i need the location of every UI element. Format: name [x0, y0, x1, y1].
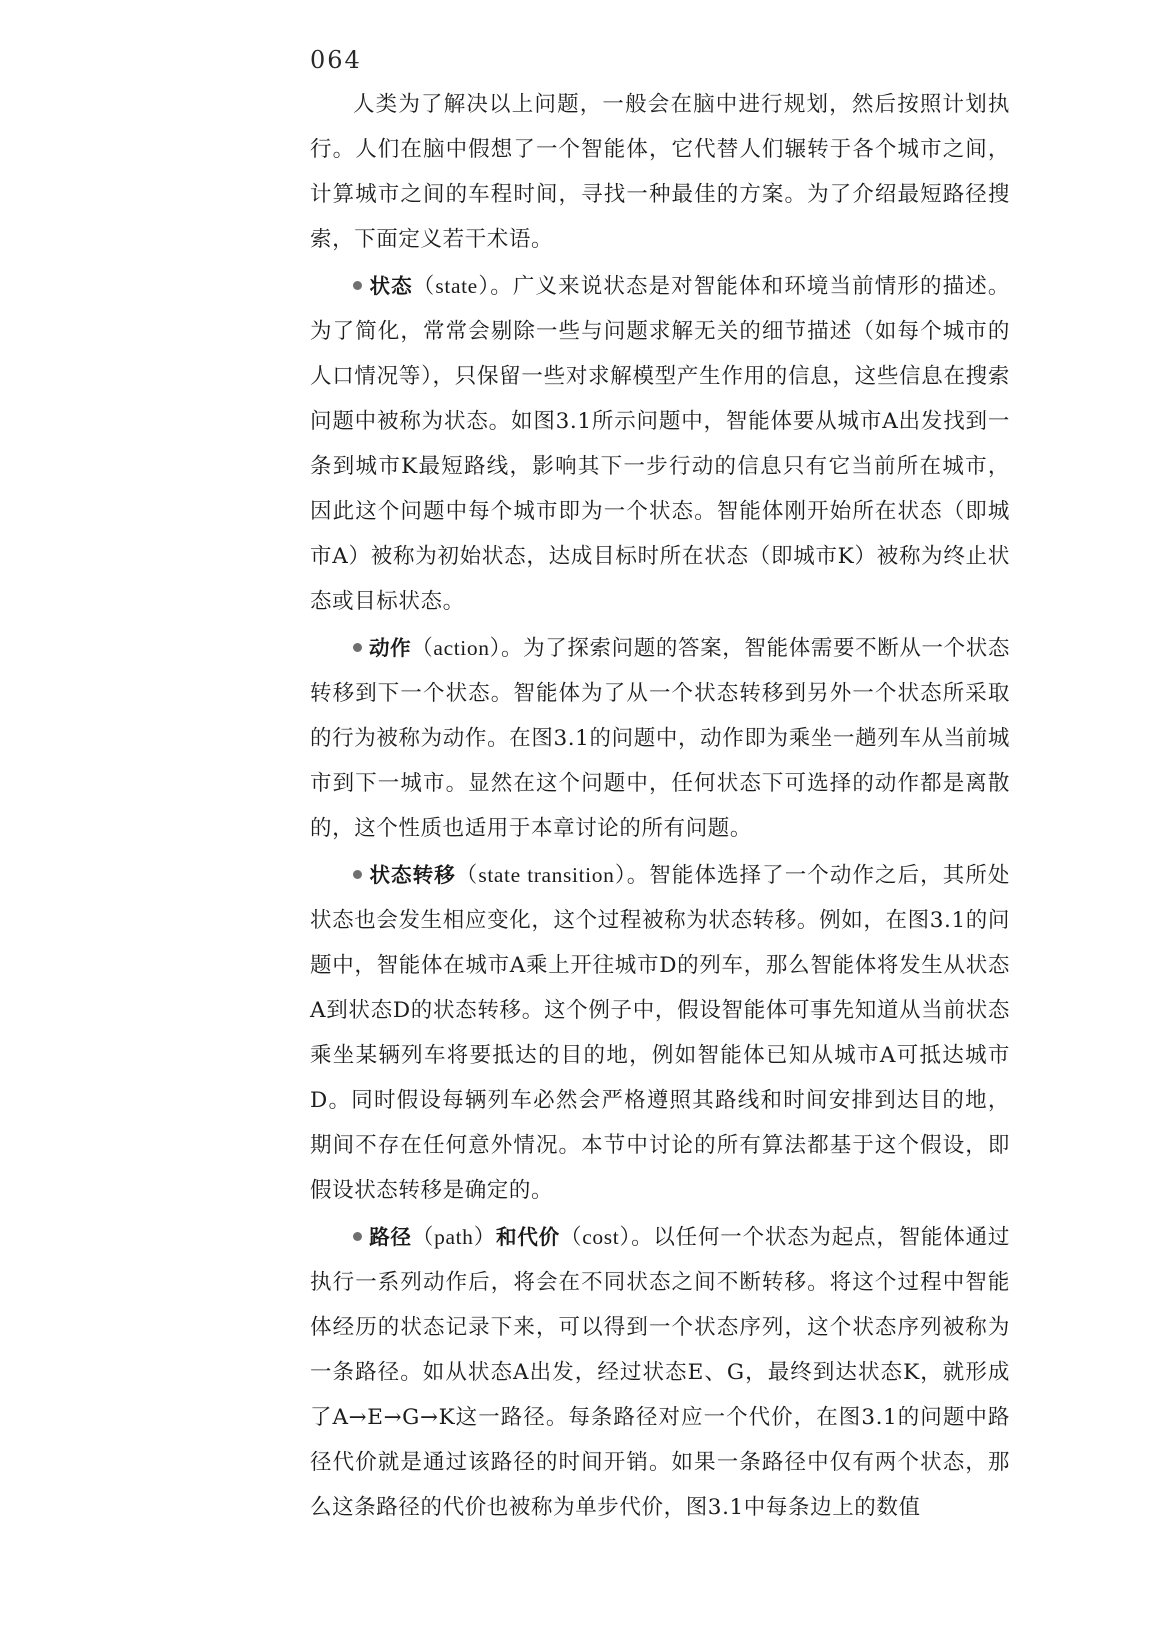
term-description: 。以任何一个状态为起点，智能体通过执行一系列动作后，将会在不同状态之间不断转移。将这个过程中智能体经历的状态记录下来，可以得到一个状态序列，这个状态序列被称为一条路径。如从状态A出发，经过状态E、G，最终到达状态K，就形成了A→E→G→K这一路径。每条路径对应一个代价，在图3.1的问题中路径代价就是通过该路径的时间开销。如果一条路径中仅有两个状态，那么这条路径的代价也被称为单步代价，图3.1中每条边上的数值 — [310, 1225, 1011, 1520]
term-label-second: 和代价 — [496, 1225, 560, 1249]
term-english: （state） — [412, 274, 491, 298]
term-english: （path） — [411, 1225, 497, 1249]
page-number: 064 — [310, 46, 362, 74]
term-state-transition-paragraph — [310, 853, 1010, 1213]
term-english: （action） — [411, 636, 501, 660]
term-description: 。为了探索问题的答案，智能体需要不断从一个状态转移到下一个状态。智能体为了从一个状态转移到另外一个状态所采取的行为被称为动作。在图3.1的问题中，动作即为乘坐一趟列车从当前城市到下一城市。显然在这个问题中，任何状态下可选择的动作都是离散的，这个性质也适用于本章讨论的所有问题。 — [310, 636, 1010, 841]
term-english-second: （cost） — [559, 1225, 632, 1249]
term-action-paragraph — [310, 626, 1010, 851]
bullet-icon — [353, 643, 362, 652]
term-label: 状态转移 — [369, 863, 456, 887]
term-english: （state transition） — [455, 863, 627, 887]
bullet-icon — [353, 281, 362, 290]
body-text — [310, 82, 1010, 1532]
bullet-icon — [353, 870, 362, 879]
term-description: 。广义来说状态是对智能体和环境当前情形的描述。为了简化，常常会剔除一些与问题求解无关的细节描述（如每个城市的人口情况等），只保留一些对求解模型产生作用的信息，这些信息在搜索问题中被称为状态。如图3.1所示问题中，智能体要从城市A出发找到一条到城市K最短路线，影响其下一步行动的信息只有它当前所在城市，因此这个问题中每个城市即为一个状态。智能体刚开始所在状态（即城市A）被称为初始状态，达成目标时所在状态（即城市K）被称为终止状态或目标状态。 — [310, 274, 1010, 614]
bullet-icon — [353, 1232, 362, 1241]
term-label: 路径 — [369, 1225, 412, 1249]
intro-paragraph: 人类为了解决以上问题，一般会在脑中进行规划，然后按照计划执行。人们在脑中假想了一个智能体，它代替人们辗转于各个城市之间，计算城市之间的车程时间，寻找一种最佳的方案。为了介绍最短路径搜索，下面定义若干术语。 — [310, 92, 1010, 252]
term-label: 动作 — [369, 636, 412, 660]
term-label: 状态 — [369, 274, 413, 298]
term-path-cost-paragraph — [310, 1215, 1010, 1530]
term-description: 。智能体选择了一个动作之后，其所处状态也会发生相应变化，这个过程被称为状态转移。例如，在图3.1的问题中，智能体在城市A乘上开往城市D的列车，那么智能体将发生从状态A到状态D的状态转移。这个例子中，假设智能体可事先知道从当前状态乘坐某辆列车将要抵达的目的地，例如智能体已知从城市A可抵达城市D。同时假设每辆列车必然会严格遵照其路线和时间安排到达目的地，期间不存在任何意外情况。本节中讨论的所有算法都基于这个假设，即假设状态转移是确定的。 — [310, 863, 1011, 1203]
term-state-paragraph — [310, 264, 1010, 624]
